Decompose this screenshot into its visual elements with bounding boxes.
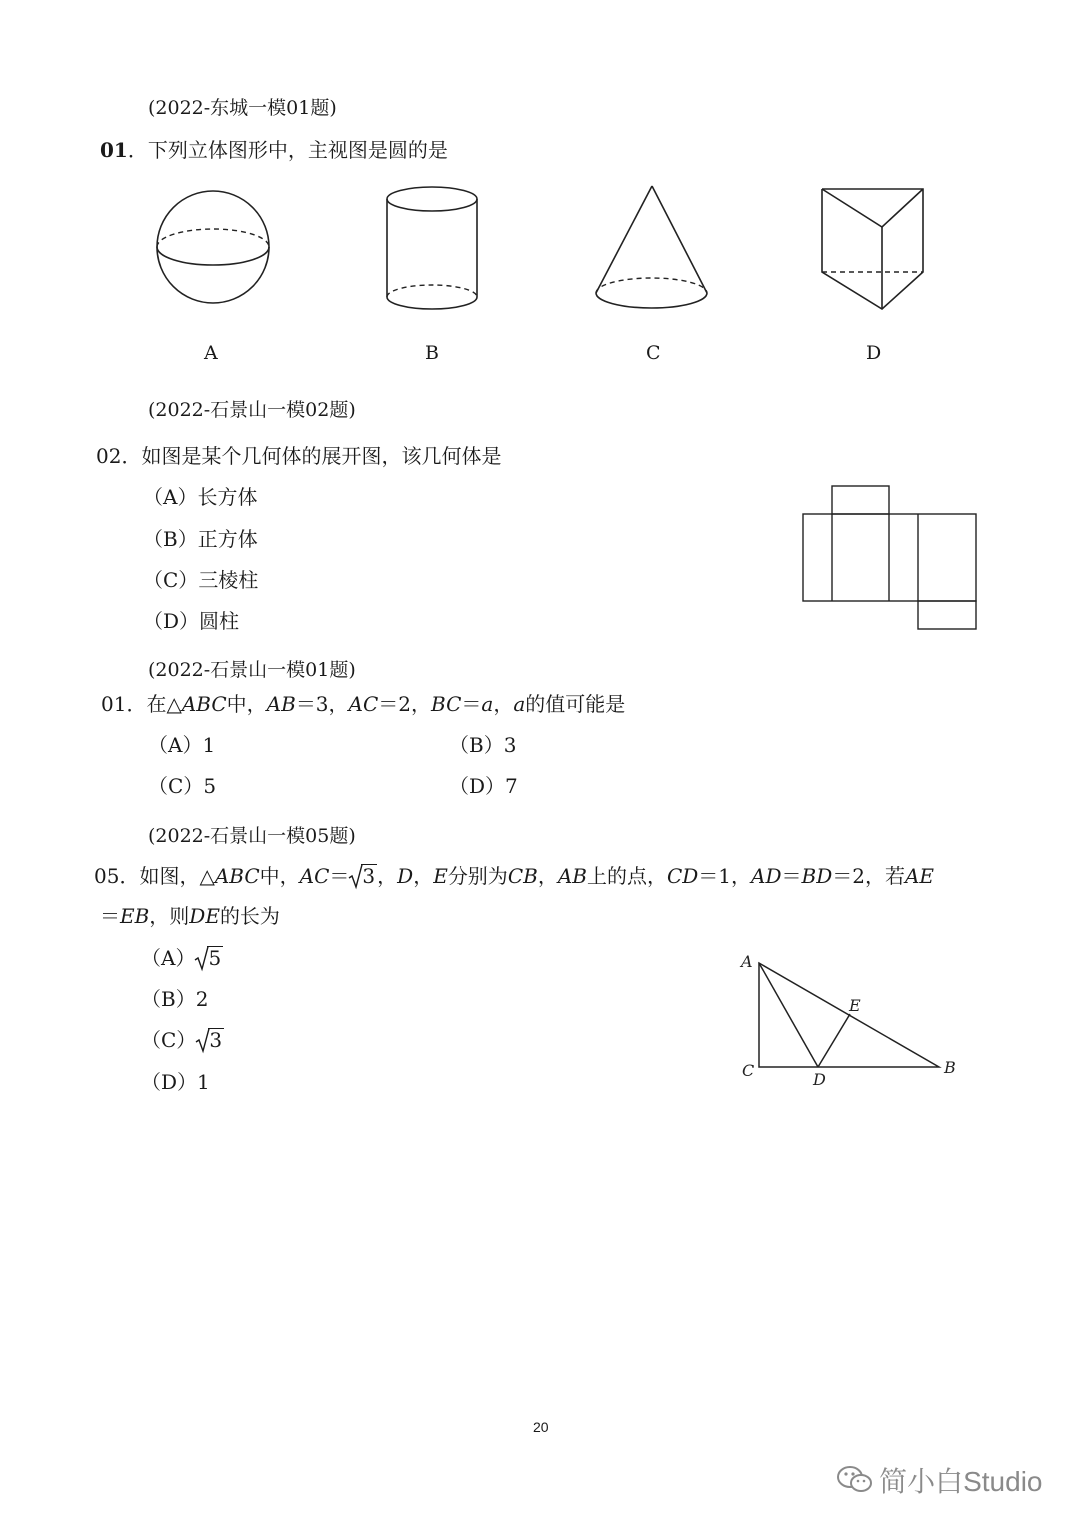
q3-text: ， bbox=[493, 692, 514, 716]
label-d: D bbox=[866, 342, 882, 364]
q4-text: 上的点， bbox=[586, 864, 667, 888]
q2-option-d-key: （D） bbox=[143, 609, 200, 633]
q4-option-d bbox=[141, 1066, 210, 1095]
figure-prism bbox=[815, 182, 935, 312]
q1-number: 01 bbox=[100, 138, 128, 162]
page-number: 20 bbox=[533, 1419, 549, 1435]
q4-source: (2022-石景山一模05题) bbox=[148, 825, 356, 847]
q3-option-b-key: （B） bbox=[449, 733, 504, 757]
q4-text: 的长为 bbox=[219, 904, 280, 928]
q4-text: ＝ bbox=[100, 904, 120, 928]
q2-option-c-text: 三棱柱 bbox=[198, 568, 259, 592]
q2-option-a-text: 长方体 bbox=[197, 485, 258, 509]
q3-option-c bbox=[148, 770, 216, 799]
q4-option-c-text: 3 bbox=[209, 1028, 223, 1052]
q4-option-d-text: 1 bbox=[197, 1070, 210, 1094]
q3-option-c-key: （C） bbox=[148, 774, 204, 798]
q4-var: ABC bbox=[214, 864, 260, 888]
q4-option-b-text: 2 bbox=[195, 987, 209, 1011]
label-b: B bbox=[425, 342, 439, 364]
figure-cylinder bbox=[380, 185, 490, 315]
q4-var: AE bbox=[904, 864, 935, 888]
q4-var: AB bbox=[557, 864, 587, 888]
wechat-icon bbox=[836, 1464, 874, 1496]
q3-var: a bbox=[481, 692, 494, 716]
q4-var: E bbox=[433, 864, 448, 888]
q4-text: 中， bbox=[259, 864, 300, 888]
q3-number: 01 bbox=[101, 692, 127, 716]
q4-text: ＝ bbox=[781, 864, 802, 888]
q4-text: ， bbox=[377, 864, 398, 888]
vertex-label-a: A bbox=[741, 952, 753, 971]
label-a: A bbox=[204, 342, 218, 364]
q3-text: 在△ bbox=[146, 692, 182, 716]
q3-var: a bbox=[513, 692, 526, 716]
q3-option-a-key: （A） bbox=[148, 733, 203, 757]
q4-radicand: 3 bbox=[362, 864, 376, 888]
q2-option-a-key: （A） bbox=[143, 485, 198, 509]
q1-stem: 01．下列立体图形中，主视图是圆的是 bbox=[100, 138, 448, 162]
figure-triangle bbox=[735, 945, 970, 1095]
q3-stem: 01．在△ABC中，AB＝3，AC＝2，BC＝a，a的值可能是 bbox=[101, 692, 626, 716]
sqrt-symbol bbox=[349, 864, 377, 888]
q2-source: (2022-石景山一模02题) bbox=[148, 399, 356, 421]
q4-option-a-text: 5 bbox=[208, 946, 222, 970]
q4-option-c bbox=[141, 1024, 224, 1053]
q4-var: AC bbox=[299, 864, 330, 888]
q4-option-a bbox=[141, 942, 223, 971]
sqrt-symbol bbox=[195, 946, 223, 970]
q4-text: ＝2，若 bbox=[832, 864, 905, 888]
q3-option-b-text: 3 bbox=[503, 733, 517, 757]
q4-var: AD bbox=[751, 864, 782, 888]
q2-stem: 02．如图是某个几何体的展开图，该几何体是 bbox=[96, 444, 502, 468]
q4-var: D bbox=[397, 864, 414, 888]
q4-var: CD bbox=[666, 864, 699, 888]
q4-text: ， bbox=[537, 864, 558, 888]
q4-text: ＝1， bbox=[698, 864, 752, 888]
q4-var: DE bbox=[189, 904, 220, 928]
q3-text: 中， bbox=[226, 692, 267, 716]
q3-option-c-text: 5 bbox=[203, 774, 217, 798]
q2-option-a bbox=[143, 481, 257, 510]
q4-option-d-key: （D） bbox=[141, 1070, 198, 1094]
q2-number: 02 bbox=[96, 444, 122, 468]
q4-option-b-key: （B） bbox=[141, 987, 196, 1011]
q3-text: ＝2， bbox=[378, 692, 432, 716]
q4-stem-line2 bbox=[100, 900, 280, 929]
watermark-text: 简小白Studio bbox=[879, 1466, 1043, 1497]
q2-option-d bbox=[143, 605, 239, 634]
q3-var: AB bbox=[266, 692, 296, 716]
figure-sphere bbox=[150, 185, 280, 315]
q3-option-a-text: 1 bbox=[202, 733, 216, 757]
label-c: C bbox=[646, 342, 661, 364]
q4-text: ＝ bbox=[329, 864, 350, 888]
q4-text: 如图，△ bbox=[139, 864, 215, 888]
q1-stem-text: 下列立体图形中，主视图是圆的是 bbox=[147, 138, 448, 162]
q4-text: 分别为 bbox=[447, 864, 508, 888]
watermark bbox=[836, 1460, 1043, 1500]
q3-option-b bbox=[449, 729, 516, 758]
q2-option-c-key: （C） bbox=[143, 568, 199, 592]
q3-option-d bbox=[449, 770, 518, 799]
q4-option-c-key: （C） bbox=[141, 1028, 197, 1052]
vertex-label-d: D bbox=[813, 1070, 826, 1089]
q4-option-b bbox=[141, 983, 208, 1012]
q3-var: AC bbox=[348, 692, 379, 716]
q4-var: BD bbox=[801, 864, 833, 888]
q3-text: ＝ bbox=[461, 692, 482, 716]
vertex-label-c: C bbox=[742, 1061, 755, 1080]
q4-var: EB bbox=[120, 904, 150, 928]
q2-option-b-key: （B） bbox=[143, 527, 198, 551]
vertex-label-b: B bbox=[944, 1058, 956, 1077]
q2-option-d-text: 圆柱 bbox=[199, 609, 240, 633]
q1-source: (2022-东城一模01题) bbox=[148, 97, 337, 119]
q4-stem-line1: 05．如图，△ABC中，AC＝ 3 ，D，E分别为CB，AB上的点，CD＝1，AD＝BD＝2，若AE bbox=[94, 864, 935, 888]
q3-var: ABC bbox=[181, 692, 227, 716]
vertex-label-e: E bbox=[849, 996, 861, 1015]
q3-var: BC bbox=[431, 692, 462, 716]
q3-text: 的值可能是 bbox=[525, 692, 626, 716]
q3-option-d-key: （D） bbox=[449, 774, 506, 798]
q4-text: ，则 bbox=[149, 904, 190, 928]
q4-text: ， bbox=[413, 864, 434, 888]
figure-cone bbox=[590, 180, 715, 315]
q3-source: (2022-石景山一模01题) bbox=[148, 659, 356, 681]
q3-text: ＝3， bbox=[295, 692, 349, 716]
q2-stem-text: 如图是某个几何体的展开图，该几何体是 bbox=[141, 444, 502, 468]
q2-option-b bbox=[143, 523, 258, 552]
q3-option-d-text: 7 bbox=[505, 774, 518, 798]
q3-option-a bbox=[148, 729, 215, 758]
q4-var: CB bbox=[507, 864, 538, 888]
q4-number: 05 bbox=[94, 864, 120, 888]
figure-net bbox=[800, 483, 980, 633]
q2-option-b-text: 正方体 bbox=[197, 527, 258, 551]
q4-option-a-key: （A） bbox=[141, 946, 196, 970]
q2-option-c bbox=[143, 564, 258, 593]
sqrt-symbol bbox=[196, 1028, 224, 1052]
